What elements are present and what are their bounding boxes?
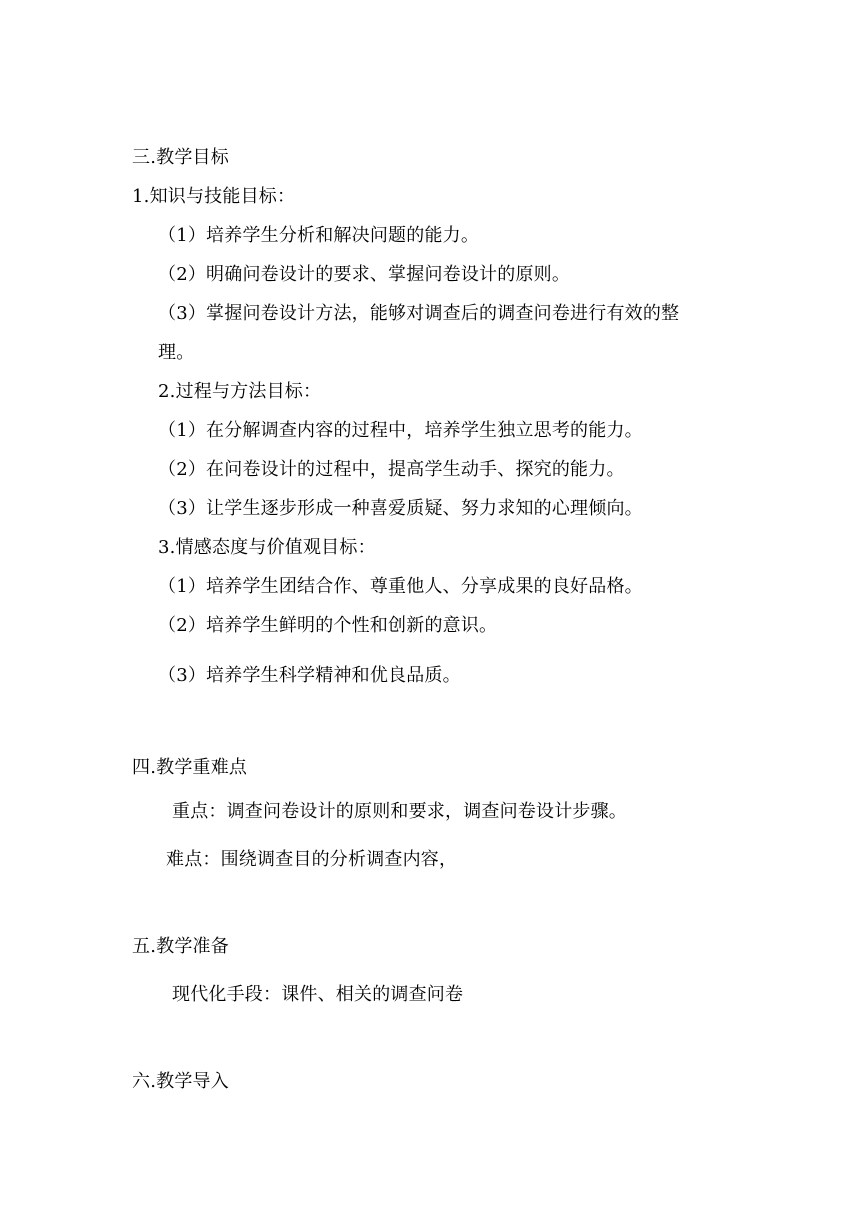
process-item-2: （2）在问卷设计的过程中，提高学生动手、探究的能力。 xyxy=(158,459,625,480)
section-6-heading: 六.教学导入 xyxy=(132,1071,229,1092)
process-item-1: （1）在分解调查内容的过程中，培养学生独立思考的能力。 xyxy=(158,420,643,441)
knowledge-skills-title: 1.知识与技能目标： xyxy=(132,186,296,207)
section-3-heading: 三.教学目标 xyxy=(132,147,229,168)
emotion-item-2: （2）培养学生鲜明的个性和创新的意识。 xyxy=(158,615,498,636)
emotion-values-title: 3.情感态度与价值观目标： xyxy=(158,537,376,558)
preparation-text: 现代化手段：课件、相关的调查问卷 xyxy=(172,984,464,1005)
knowledge-item-1: （1）培养学生分析和解决问题的能力。 xyxy=(158,225,480,246)
emotion-item-3: （3）培养学生科学精神和优良品质。 xyxy=(158,665,461,686)
process-item-3: （3）让学生逐步形成一种喜爱质疑、努力求知的心理倾向。 xyxy=(158,498,643,519)
key-point-text: 重点：调查问卷设计的原则和要求，调查问卷设计步骤。 xyxy=(172,801,627,822)
knowledge-item-2: （2）明确问卷设计的要求、掌握问卷设计的原则。 xyxy=(158,264,571,285)
knowledge-item-3-continuation: 理。 xyxy=(158,342,195,363)
process-method-title: 2.过程与方法目标： xyxy=(158,381,322,402)
difficult-point-text: 难点：围绕调查目的分析调查内容， xyxy=(166,849,458,870)
knowledge-item-3: （3）掌握问卷设计方法，能够对调查后的调查问卷进行有效的整 xyxy=(158,303,680,324)
section-4-heading: 四.教学重难点 xyxy=(132,757,248,778)
section-5-heading: 五.教学准备 xyxy=(132,936,229,957)
emotion-item-1: （1）培养学生团结合作、尊重他人、分享成果的良好品格。 xyxy=(158,576,643,597)
